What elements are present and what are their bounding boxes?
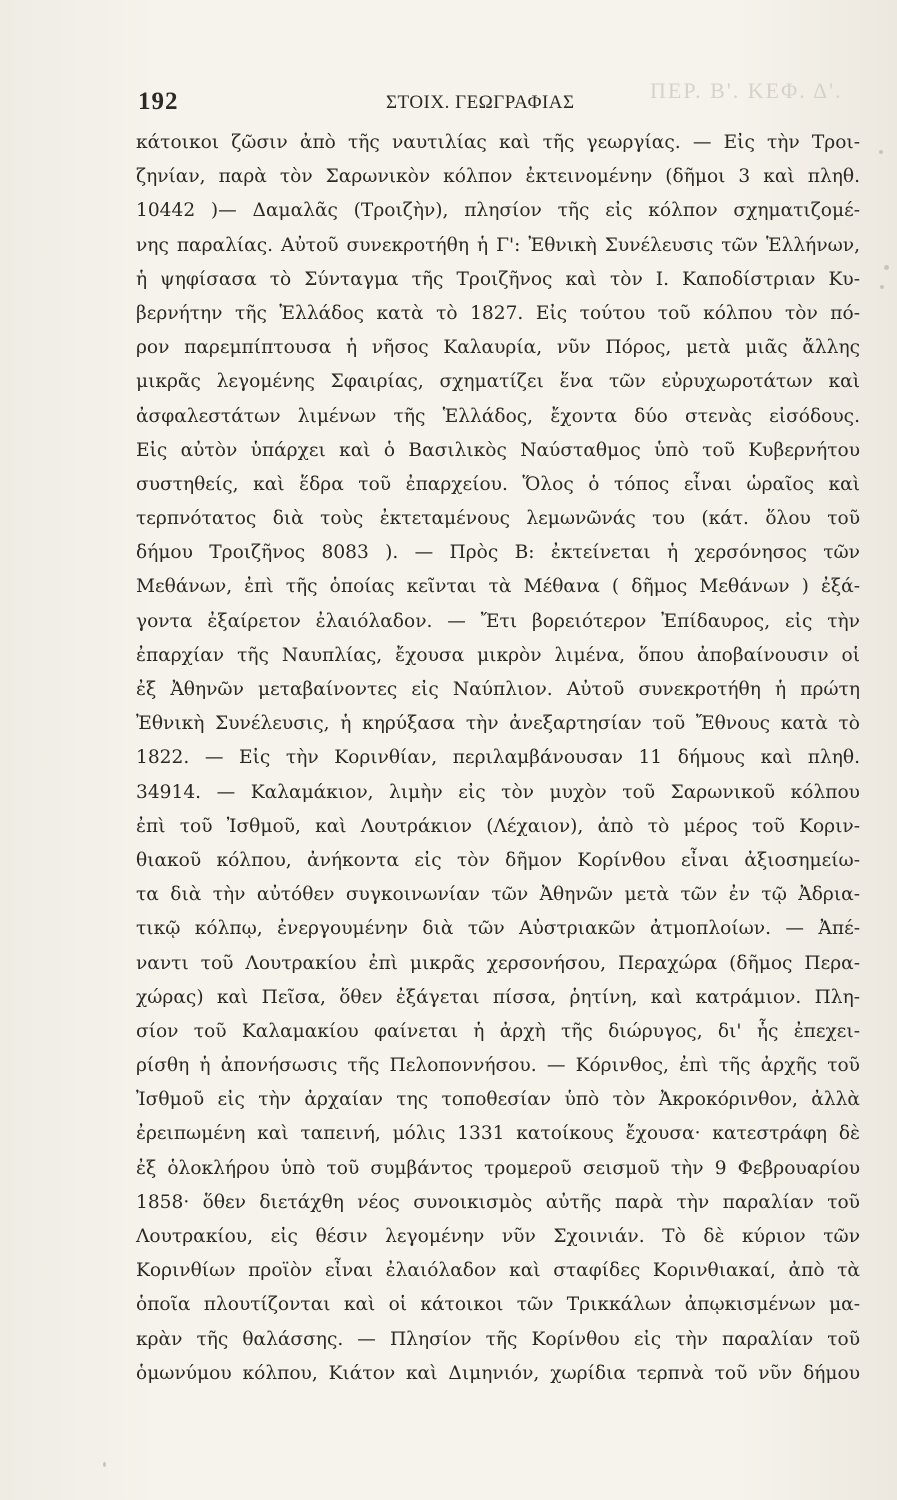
text-line: ναντι τοῦ Λουτρακίου ἐπὶ μικρᾶς χερσονήσου, Περαχώρα (δῆμος Περα- [136, 952, 860, 974]
paper-speck [884, 265, 889, 270]
paper-speck [879, 150, 883, 154]
text-line: συστηθείς, καὶ ἕδρα τοῦ ἐπαρχείου. Ὅλος ὁ τόπος εἶναι ὡραῖος καὶ [136, 473, 860, 495]
text-line: ὁποῖα πλουτίζονται καὶ οἱ κάτοικοι τῶν Τρικκάλων ἀπῳκισμένων μα- [136, 1294, 860, 1316]
paper-speck [880, 285, 884, 289]
text-line: δήμου Τροιζῆνος 8083 ). — Πρὸς Β: ἐκτείνεται ἡ χερσόνησος τῶν [136, 542, 860, 564]
text-line: τερπνότατος διὰ τοὺς ἐκτεταμένους λεμωνῶνάς του (κάτ. ὅλου τοῦ [136, 508, 860, 530]
text-line: ζηνίαν, παρὰ τὸν Σαρωνικὸν κόλπον ἐκτεινομένην (δῆμοι 3 καὶ πληθ. [136, 166, 860, 188]
text-line: 10442 )— Δαμαλᾶς (Τροιζὴν), πλησίον τῆς εἰς κόλπον σχηματιζομέ- [136, 200, 860, 222]
page-number: 192 [138, 88, 179, 115]
text-line: ἐρειπωμένη καὶ ταπεινή, μόλις 1331 κατοίκους ἔχουσα· κατεστράφη δὲ [136, 1123, 860, 1145]
text-line: κάτοικοι ζῶσιν ἀπὸ τῆς ναυτιλίας καὶ τῆς γεωργίας. — Εἰς τὴν Τροι- [136, 132, 860, 153]
body-text [136, 126, 860, 1391]
text-line: Μεθάνων, ἐπὶ τῆς ὁποίας κεῖνται τὰ Μέθανα ( δῆμος Μεθάνων ) ἐξά- [136, 576, 860, 598]
text-line: ἐπὶ τοῦ Ἰσθμοῦ, καὶ Λουτράκιον (Λέχαιον), ἀπὸ τὸ μέρος τοῦ Κοριν- [136, 815, 860, 837]
text-line: θιακοῦ κόλπου, ἀνήκοντα εἰς τὸν δῆμον Κορίνθου εἶναι ἀξιοσημείω- [136, 849, 860, 871]
running-head: ΣΤΟΙΧ. ΓΕΩΓΡΑΦΙΑΣ [386, 92, 575, 113]
text-line: γοντα ἐξαίρετον ἐλαιόλαδον. — Ἔτι βορειότερον Ἐπίδαυρος, εἰς τὴν [136, 610, 860, 632]
text-line: ρίσθη ἡ ἀπονήσωσις τῆς Πελοποννήσου. — Κόρινθος, ἐπὶ τῆς ἀρχῆς τοῦ [136, 1055, 860, 1077]
text-line: νης παραλίας. Αὐτοῦ συνεκροτήθη ἡ Γ': Ἐθνικὴ Συνέλευσις τῶν Ἑλλήνων, [136, 234, 860, 256]
text-line: Λουτρακίου, εἰς θέσιν λεγομένην νῦν Σχοινιάν. Τὸ δὲ κύριον τῶν [136, 1226, 860, 1247]
text-line: μικρᾶς λεγομένης Σφαιρίας, σχηματίζει ἕνα τῶν εὐρυχωροτάτων καὶ [136, 371, 860, 393]
text-line: ἐπαρχίαν τῆς Ναυπλίας, ἔχουσα μικρὸν λιμένα, ὅπου ἀποβαίνουσιν οἱ [136, 644, 860, 666]
text-line: 1822. — Εἰς τὴν Κορινθίαν, περιλαμβάνουσαν 11 δήμους καὶ πληθ. [136, 747, 860, 769]
text-line: Ἰσθμοῦ εἰς τὴν ἀρχαίαν της τοποθεσίαν ὑπὸ τὸν Ἀκροκόρινθον, ἀλλὰ [136, 1089, 860, 1111]
text-line: ρον παρεμπίπτουσα ἡ νῆσος Καλαυρία, νῦν Πόρος, μετὰ μιᾶς ἄλλης [136, 337, 860, 359]
text-line: χώρας) καὶ Πεῖσα, ὅθεν ἐξάγεται πίσσα, ῥητίνη, καὶ κατράμιον. Πλη- [136, 986, 860, 1008]
text-line: τα διὰ τὴν αὐτόθεν συγκοινωνίαν τῶν Ἀθηνῶν μετὰ τῶν ἐν τῷ Ἀδρια- [136, 884, 860, 906]
text-line: ἐξ ὁλοκλήρου ὑπὸ τοῦ συμβάντος τρομεροῦ σεισμοῦ τὴν 9 Φεβρουαρίου [136, 1157, 860, 1179]
text-line: ἐξ Ἀθηνῶν μεταβαίνοντες εἰς Ναύπλιον. Αὐτοῦ συνεκροτήθη ἡ πρώτη [136, 679, 860, 700]
page-header [138, 88, 858, 120]
text-line: Κορινθίων προϊὸν εἶναι ἐλαιόλαδον καὶ σταφίδες Κορινθιακαί, ἀπὸ τὰ [136, 1260, 860, 1282]
text-line: κρὰν τῆς θαλάσσης. — Πλησίον τῆς Κορίνθου εἰς τὴν παραλίαν τοῦ [136, 1328, 860, 1350]
bleed-through-text: ΠΕΡ. Β'. ΚΕΦ. Δ'. [650, 78, 843, 103]
text-line: Ἐθνικὴ Συνέλευσις, ἡ κηρύξασα τὴν ἀνεξαρτησίαν τοῦ Ἔθνους κατὰ τὸ [136, 713, 860, 735]
text-line: τικῷ κόλπῳ, ἐνεργουμένην διὰ τῶν Αὐστριακῶν ἀτμοπλοίων. — Ἀπέ- [136, 918, 860, 940]
text-line: 1858· ὅθεν διετάχθη νέος συνοικισμὸς αὐτῆς παρὰ τὴν παραλίαν τοῦ [136, 1191, 860, 1213]
text-line: ἡ ψηφίσασα τὸ Σύνταγμα τῆς Τροιζῆνος καὶ τὸν Ι. Καποδίστριαν Κυ- [136, 268, 860, 290]
text-line: Εἰς αὐτὸν ὑπάρχει καὶ ὁ Βασιλικὸς Ναύσταθμος ὑπὸ τοῦ Κυβερνήτου [136, 439, 860, 461]
paper-speck [103, 1462, 106, 1467]
text-line: 34914. — Καλαμάκιον, λιμὴν εἰς τὸν μυχὸν τοῦ Σαρωνικοῦ κόλπου [136, 781, 860, 803]
text-line: σίον τοῦ Καλαμακίου φαίνεται ἡ ἀρχὴ τῆς διώρυγος, δι' ἧς ἐπεχει- [136, 1020, 860, 1042]
text-line: βερνήτην τῆς Ἑλλάδος κατὰ τὸ 1827. Εἰς τούτου τοῦ κόλπου τὸν πό- [136, 302, 860, 324]
text-line: ὁμωνύμου κόλπου, Κιάτον καὶ Διμηνιόν, χωρίδια τερπνὰ τοῦ νῦν δήμου [136, 1362, 860, 1384]
text-line: ἀσφαλεστάτων λιμένων τῆς Ἑλλάδος, ἔχοντα δύο στενὰς εἰσόδους. [136, 405, 860, 427]
